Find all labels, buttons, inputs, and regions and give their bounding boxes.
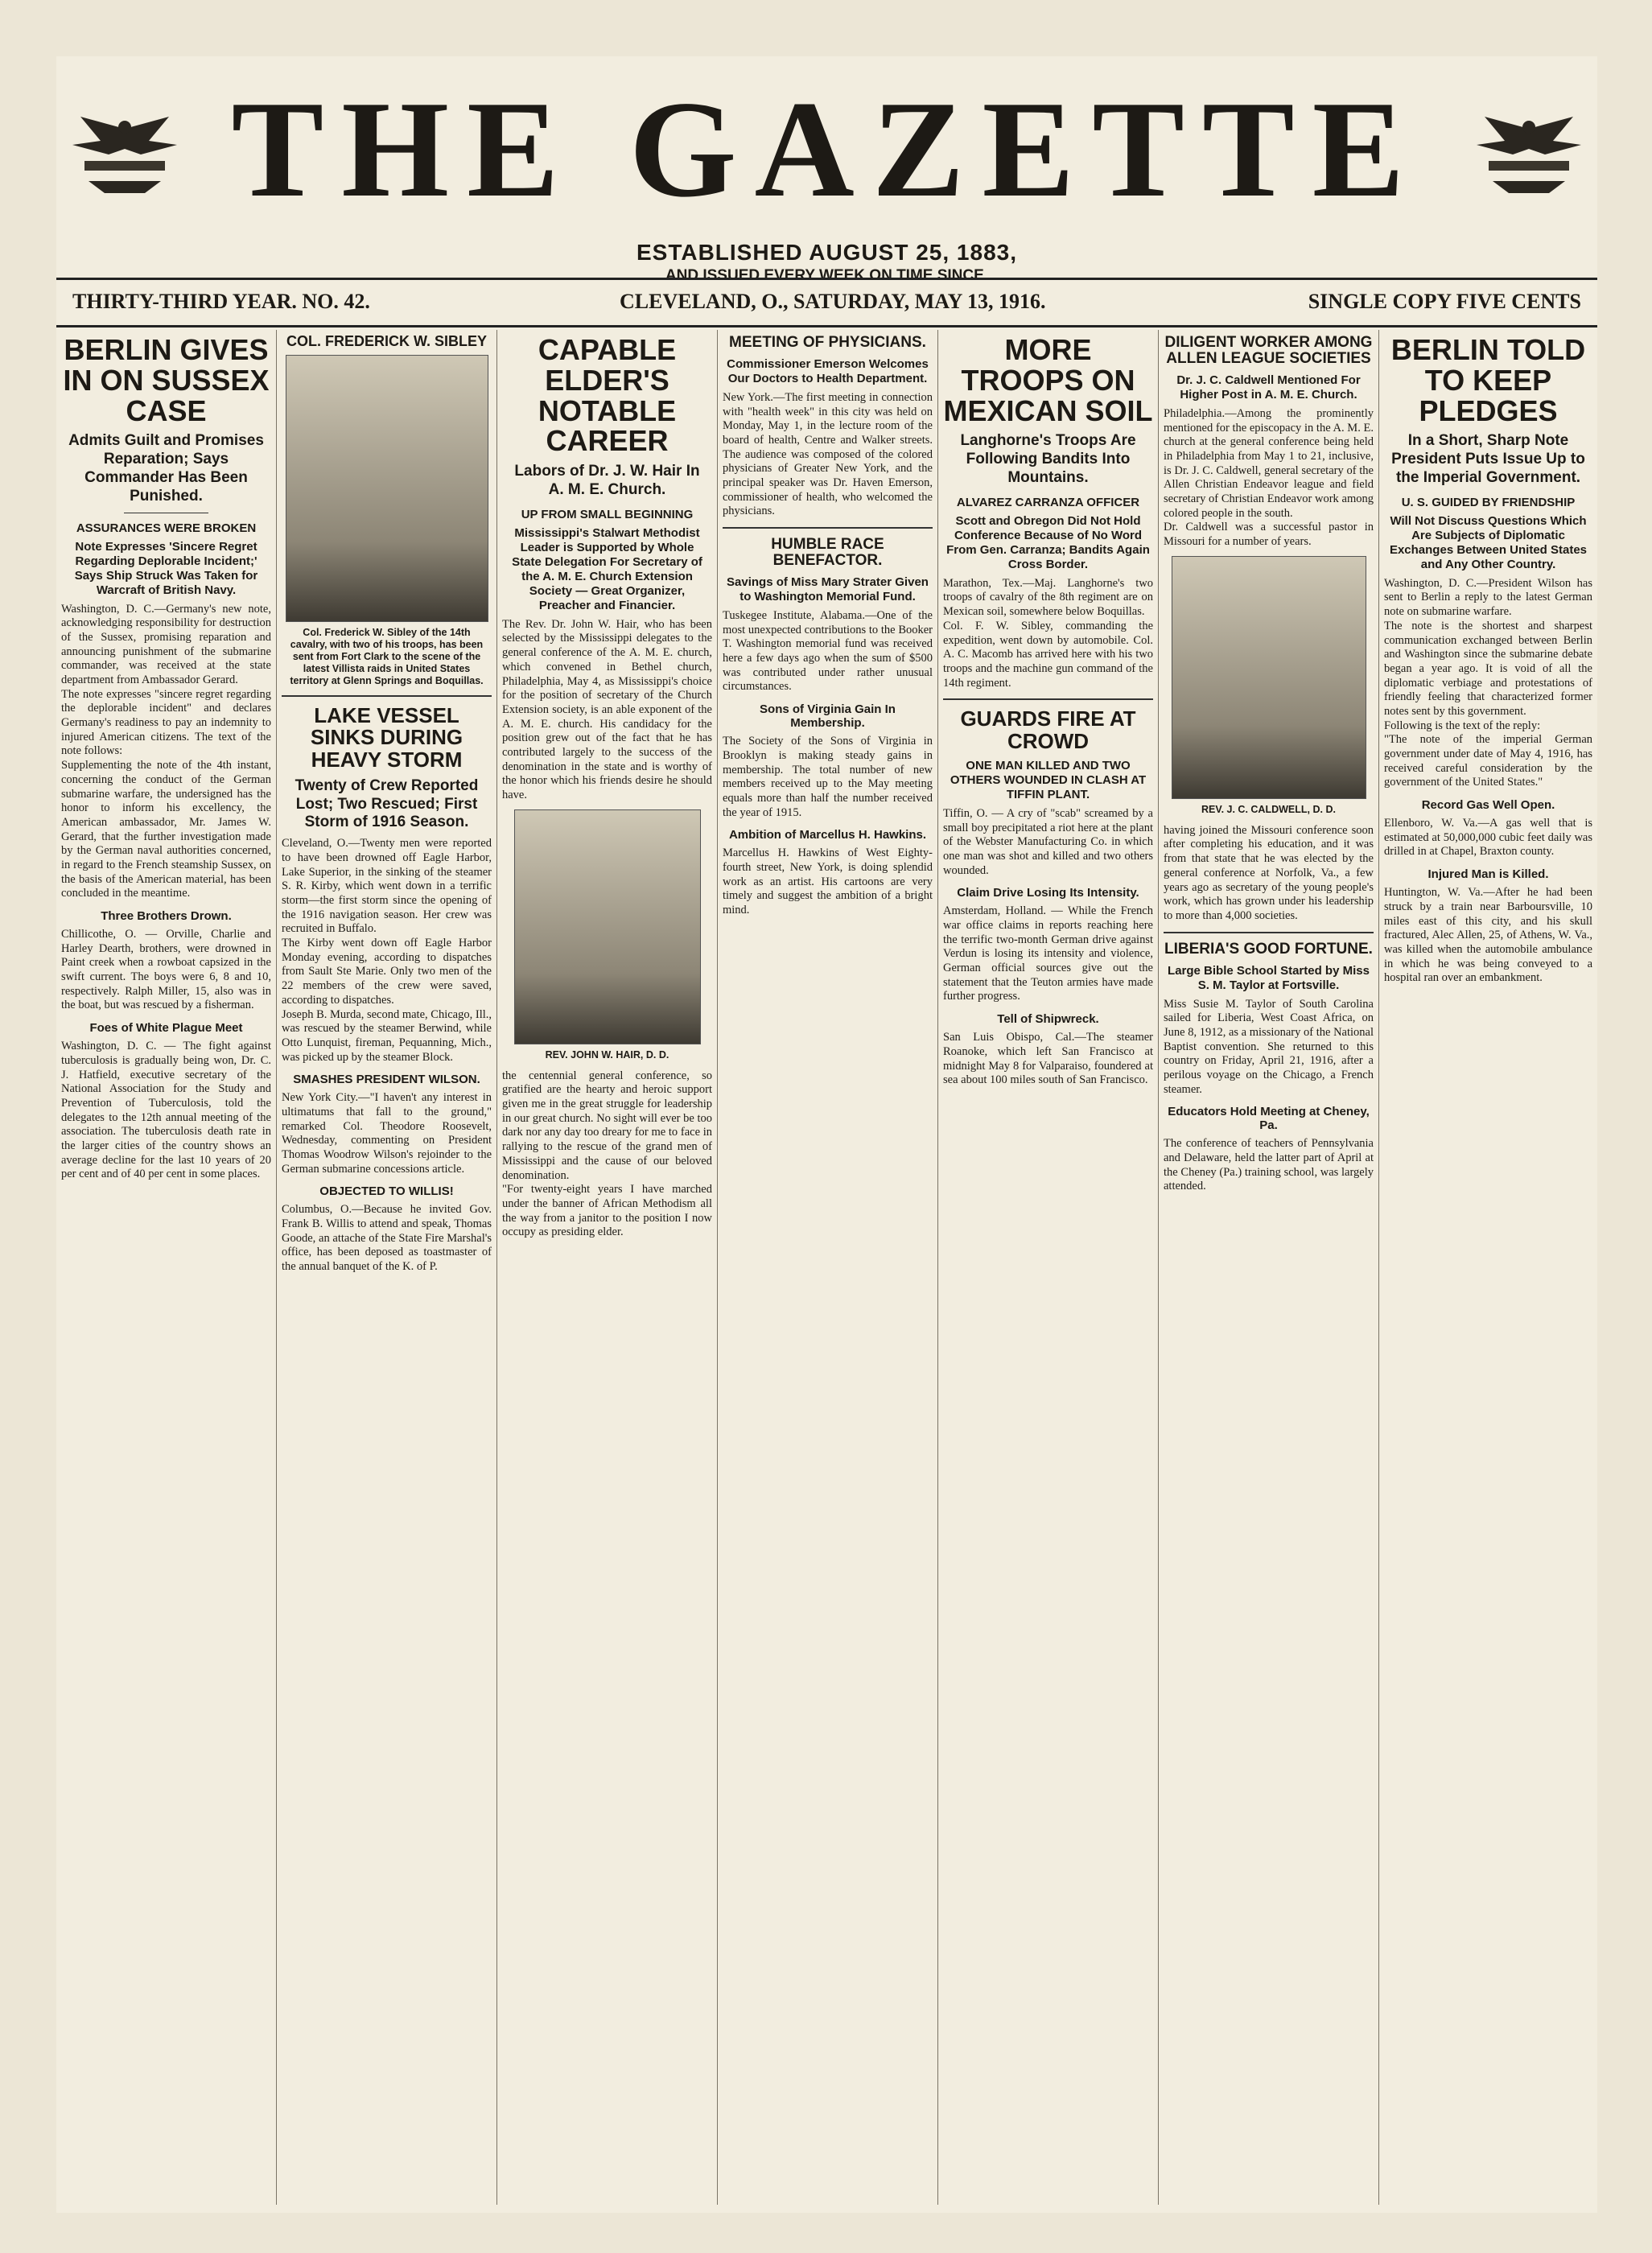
subhead-alvarez: ALVAREZ CARRANZA OFFICER bbox=[956, 495, 1140, 509]
article-columns bbox=[56, 330, 1597, 2205]
column-5 bbox=[938, 330, 1159, 2205]
subhead-injured-man: Injured Man is Killed. bbox=[1427, 867, 1549, 882]
deck-physicians: Commissioner Emerson Welcomes Our Doctors to Health Department. bbox=[727, 356, 929, 385]
headline-liberia: LIBERIA'S GOOD FORTUNE. bbox=[1164, 940, 1373, 958]
deck-guards-fire: ONE MAN KILLED AND TWO OTHERS WOUNDED IN CLASH AT TIFFIN PLANT. bbox=[950, 758, 1147, 801]
divider-rule bbox=[1164, 932, 1374, 933]
photo-caption-hair: REV. JOHN W. HAIR, D. D. bbox=[545, 1048, 669, 1061]
subhead-drive-intensity: Claim Drive Losing Its Intensity. bbox=[957, 886, 1139, 900]
article-body-smashes-wilson: New York City.—"I haven't any interest in ultimatums that fall to the ground," remarked Col. Theodore Roosevelt, Wednesday, commenting on President Thomas Woodrow Wilson's rejoinder to the German submarine concessions article. bbox=[282, 1091, 492, 1176]
article-body-race-benefactor: Tuskegee Institute, Alabama.—One of the most unexpected contributions to the Booker T. Washington memorial fund was received here a few days ago when the sum of $500 was contributed under rather unusual circumstances. bbox=[723, 609, 933, 694]
portrait-photo-hair bbox=[514, 809, 701, 1044]
subdeck-alvarez: Scott and Obregon Did Not Hold Conference Because of No Word From Gen. Carranza; Bandits Again Cross Border. bbox=[946, 513, 1150, 571]
article-body-shipwreck: San Luis Obispo, Cal.—The steamer Roanoke, which left San Francisco at midnight May 8 for Valparaiso, foundered at sea about 100 miles south of San Francisco. bbox=[943, 1031, 1153, 1087]
article-body-physicians: New York.—The first meeting in connection with "health week" in this city was held on Monday, May 1, in the lecture room of the board of health, Centre and Walker streets. The audience was composed of the colored physicians of Greater New York, and the principal speaker was Dr. Haven Emerson, commissioner of health, who welcomed the physicians. bbox=[723, 390, 933, 518]
masthead bbox=[56, 72, 1597, 284]
article-body-liberia: Miss Susie M. Taylor of South Carolina sailed for Liberia, West Coast Africa, on June 8, 1912, as a missionary of the National Baptist convention. She returned to this country on Friday, April 21, 1916, after a perilous voyage on the Chicago, a French steamer. bbox=[1164, 997, 1374, 1096]
article-body-hair: The Rev. Dr. John W. Hair, who has been selected by the Mississippi delegates to the general conference of the A. M. E. church, which convened in Bethel church, Philadelphia, May 4, as Mississippi's choice for the position of secretary of the Church Extension society, is an able exponent of the A. M. E. church. His candidacy for the position grew out of the fact that he has contributed largely to the success of the denomination in the state and is worthy of the honor which his friends desire he should have. bbox=[502, 617, 712, 802]
article-body-mexican-soil: Marathon, Tex.—Maj. Langhorne's two troops of cavalry of the 8th regiment are on Mexican soil, somewhere below Boquillas. Col. F. W. Sibley, commanding the expedition, went down by automobile. Col. A. C. Macomb has arrived here with his two troops and the machine gun command of the 14th regiment. bbox=[943, 576, 1153, 690]
portrait-photo-caldwell bbox=[1172, 556, 1366, 799]
subdeck-assurances: Note Expresses 'Sincere Regret Regarding Deplorable Incident;' Says Ship Struck Was Taken for Warcraft of British Navy. bbox=[74, 539, 258, 597]
headline-lake-vessel: LAKE VESSEL SINKS DURING HEAVY STORM bbox=[310, 703, 463, 772]
issued-line: AND ISSUED EVERY WEEK ON TIME SINCE. bbox=[665, 267, 989, 284]
divider-rule bbox=[723, 527, 933, 529]
divider-rule bbox=[943, 698, 1153, 700]
eagle-emblem-right bbox=[1469, 105, 1589, 201]
column-3 bbox=[497, 330, 718, 2205]
divider-rule bbox=[282, 695, 492, 697]
photo-caption-sibley: Col. Frederick W. Sibley of the 14th cavalry, with two of his troops, has been sent from Fort Clark to the scene of the latest Villista raids in United States territory at Glenn Springs and Boquillas. bbox=[290, 627, 484, 686]
headline-diligent-worker: DILIGENT WORKER AMONG ALLEN LEAGUE SOCIETIES bbox=[1164, 334, 1373, 367]
deck-lake-vessel: Twenty of Crew Reported Lost; Two Rescued; First Storm of 1916 Season. bbox=[295, 776, 479, 831]
newspaper-page bbox=[56, 56, 1597, 2213]
issue-date: CLEVELAND, O., SATURDAY, MAY 13, 1916. bbox=[620, 290, 1046, 313]
column-2 bbox=[277, 330, 497, 2205]
article-body-sussex: Washington, D. C.—Germany's new note, acknowledging responsibility for destruction of the Sussex, promising reparation and announcing punishment of the submarine commander, was received at the state department from Ambassador Gerard. The note expresses "sincere regret regarding the deplorable incident" and declares Germany's readiness to pay an indemnity to injured American citizens. The text of the note follows: Supplementing the note of the 4th instant, concerning the conduct of the German submarine warfare, the undersigned has the honor to inform his excellency, the American ambassador, Mr. James W. Gerard, that the further investigation made by the German naval authorities concerned, in regard to the French steamship Sussex, on the basis of the American material, has been concluded in the meantime. bbox=[61, 602, 271, 900]
article-body-drive-intensity: Amsterdam, Holland. — While the French war office claims in reports reaching here the terrific two-month German drive against Verdun is losing its intensity and violence, German official sources give out the statement that the Teuton armies have made further progress. bbox=[943, 904, 1153, 1003]
brief-body-brothers: Chillicothe, O. — Orville, Charlie and Harley Dearth, brothers, were drowned in Paint creek when a rowboat capsized in the swift current. The boys were 6, 8 and 10, respectively. Ralph Miller, 15, also was in the boat, but was rescued by a fisherman. bbox=[61, 928, 271, 1012]
article-body-hawkins: Marcellus H. Hawkins of West Eighty-fourth street, New York, is doing splendid work as an artist. His cartoons are very timely and suggest the ambition of a bright mind. bbox=[723, 846, 933, 916]
subdeck-small-beginning: Mississippi's Stalwart Methodist Leader is Supported by Whole State Delegation For Secretary of the A. M. E. Church Extension Society — Great Organizer, Preacher and Financier. bbox=[512, 525, 702, 612]
column-6 bbox=[1159, 330, 1379, 2205]
established-line: ESTABLISHED AUGUST 25, 1883, bbox=[636, 240, 1017, 265]
article-body-objected-willis: Columbus, O.—Because he invited Gov. Frank B. Willis to attend and speak, Thomas Goode, an attache of the State Fire Marshal's office, has been deposed as toastmaster of the annual banquet of the K. of P. bbox=[282, 1203, 492, 1274]
deck-capable-elder: Labors of Dr. J. W. Hair In A. M. E. Church. bbox=[514, 463, 700, 498]
brief-title-white-plague: Foes of White Plague Meet bbox=[89, 1021, 243, 1036]
column-1 bbox=[56, 330, 277, 2205]
headline-mexican-soil: MORE TROOPS ON MEXICAN SOIL bbox=[943, 333, 1153, 427]
article-body-caldwell: Philadelphia.—Among the prominently mentioned for the episcopacy in the A. M. E. church at the general conference being held in Philadelphia from May 1 to 21, inclusive, is Dr. J. C. Caldwell, general secretary of the Allen Christian Endeavor league and field secretary of Christian Endeavor work among colored people in the south. Dr. Caldwell was a successful pastor in Missouri for a number of years. bbox=[1164, 406, 1374, 549]
article-body-caldwell-continued: having joined the Missouri conference soon after completing his education, and it was from that state that he was elected by the general conference at Norfolk, Va., a few years ago as secretary of the young people's work, which has grown under his leadership to more than 4,000 societies. bbox=[1164, 823, 1374, 922]
deck-mexican-soil: Langhorne's Troops Are Following Bandits Into Mountains. bbox=[960, 432, 1136, 486]
headline-physicians: MEETING OF PHYSICIANS. bbox=[729, 334, 926, 351]
deck-liberia: Large Bible School Started by Miss S. M. Taylor at Fortsville. bbox=[1168, 963, 1370, 992]
subhead-shipwreck: Tell of Shipwreck. bbox=[997, 1012, 1099, 1027]
subhead-friendship: U. S. GUIDED BY FRIENDSHIP bbox=[1401, 495, 1576, 509]
subdeck-friendship: Will Not Discuss Questions Which Are Subjects of Diplomatic Exchanges Between United States and Any Other Country. bbox=[1389, 513, 1588, 571]
brief-title-brothers: Three Brothers Drown. bbox=[101, 909, 232, 924]
subhead-small-beginning: UP FROM SMALL BEGINNING bbox=[521, 507, 694, 521]
article-body-sons-virginia: The Society of the Sons of Virginia in Brooklyn is making steady gains in membership. The total number of new members received up to the May meeting equals more than half the number received the year of 1915. bbox=[723, 735, 933, 819]
deck-diligent-worker: Dr. J. C. Caldwell Mentioned For Higher Post in A. M. E. Church. bbox=[1176, 373, 1361, 402]
portrait-photo-sibley bbox=[286, 355, 488, 622]
subhead-hawkins: Ambition of Marcellus H. Hawkins. bbox=[728, 828, 927, 842]
subhead-educators: Educators Hold Meeting at Cheney, Pa. bbox=[1168, 1105, 1370, 1133]
column-7 bbox=[1379, 330, 1597, 2205]
deck-berlin-sussex: Admits Guilt and Promises Reparation; Says Commander Has Been Punished. bbox=[68, 432, 264, 505]
headline-berlin-sussex: BERLIN GIVES IN ON SUSSEX CASE bbox=[63, 333, 270, 427]
subhead-gas-well: Record Gas Well Open. bbox=[1421, 798, 1555, 813]
column-4 bbox=[718, 330, 938, 2205]
article-body-educators: The conference of teachers of Pennsylvania and Delaware, held the latter part of April at the Cheney (Pa.) training school, was largely attended. bbox=[1164, 1137, 1374, 1193]
headline-capable-elder: CAPABLE ELDER'S NOTABLE CAREER bbox=[538, 333, 677, 458]
volume-number: THIRTY-THIRD YEAR. NO. 42. bbox=[72, 290, 370, 313]
deck-keep-pledges: In a Short, Sharp Note President Puts Issue Up to the Imperial Government. bbox=[1391, 432, 1585, 486]
subhead-objected-willis: OBJECTED TO WILLIS! bbox=[319, 1184, 454, 1199]
subhead-sons-virginia: Sons of Virginia Gain In Membership. bbox=[760, 702, 896, 731]
headline-keep-pledges: BERLIN TOLD TO KEEP PLEDGES bbox=[1390, 333, 1586, 427]
subhead-assurances: ASSURANCES WERE BROKEN bbox=[76, 521, 257, 535]
article-body-gas-well: Ellenboro, W. Va.—A gas well that is estimated at 50,000,000 cubic feet daily was drilled in at Chapel, Braxton county. bbox=[1384, 817, 1592, 859]
photo-title-sibley: COL. FREDERICK W. SIBLEY bbox=[286, 333, 487, 349]
price: SINGLE COPY FIVE CENTS bbox=[1308, 290, 1581, 313]
headline-guards-fire: GUARDS FIRE AT CROWD bbox=[960, 706, 1136, 753]
subhead-smashes-wilson: SMASHES PRESIDENT WILSON. bbox=[293, 1073, 480, 1087]
article-body-injured-man: Huntington, W. Va.—After he had been struck by a train near Barboursville, 10 miles east of this city, and his skull fractured, Alec Allen, 25, of Athens, W. Va., was killed when the automobile ambulance in which he was being conveyed to a hospital ran over an embankment. bbox=[1384, 886, 1592, 985]
brief-body-white-plague: Washington, D. C. — The fight against tuberculosis is gradually being won, Dr. C. J. Hatfield, executive secretary of the National Association for the Study and Prevention of Tuberculosis, told the delegates to the 12th annual meeting of the association. The tuberculosis death rate in the larger cities of the country shows an average decline for the last 10 years of 20 per cent and of 40 per cent in some places. bbox=[61, 1040, 271, 1181]
article-body-hair-continued: the centennial general conference, so gratified are the hearty and heroic support given me in the great struggle for leadership in our great church. No sight will ever be too dark nor any day too dreary for me to face in rallying to the rescue of the grand men of Mississippi and the cause of our beloved denomination. "For twenty-eight years I have marched under the banner of African Methodism all the way from a janitor to the position I now occupy as presiding elder. bbox=[502, 1069, 712, 1239]
headline-race-benefactor: HUMBLE RACE BENEFACTOR. bbox=[771, 536, 884, 570]
newspaper-title: THE GAZETTE bbox=[231, 73, 1423, 226]
article-body-keep-pledges: Washington, D. C.—President Wilson has sent to Berlin a reply to the latest German note on submarine warfare. The note is the shortest and sharpest communication exchanged between Berlin and Washington since the submarine debate began a year ago. It is void of all the diplomatic verbiage and protestations of friendly feeling that characterized former notes sent by this government. Following is the text of the reply: "The note of the imperial German government under date of May 4, 1916, has received careful consideration by the government of the United States." bbox=[1384, 576, 1592, 789]
deck-race-benefactor: Savings of Miss Mary Strater Given to Washington Memorial Fund. bbox=[727, 575, 929, 603]
photo-caption-caldwell: REV. J. C. CALDWELL, D. D. bbox=[1201, 803, 1336, 815]
dateline-bar bbox=[56, 278, 1597, 327]
article-body-lake-vessel: Cleveland, O.—Twenty men were reported to have been drowned off Eagle Harbor, Lake Superior, in the sinking of the steamer S. R. Kirby, which went down in a terrific storm—the first storm since the opening of the 1916 navigation season. Her crew was recruited in Buffalo. The Kirby went down off Eagle Harbor Monday evening, according to dispatches from Sault Ste Marie. Only two men of the 22 members of the crew were saved, according to dispatches. Joseph B. Murda, second mate, Chicago, Ill., was rescued by the steamer Berwind, while Otto Lunquist, fireman, Pequanning, Mich., was picked up by the steamer Block. bbox=[282, 837, 492, 1064]
article-body-guards-fire: Tiffin, O. — A cry of "scab" screamed by a small boy precipitated a riot here at the plant of the Webster Manufacturing Co. in which one man was shot and killed and two others wounded. bbox=[943, 806, 1153, 877]
eagle-emblem-left bbox=[64, 105, 185, 201]
